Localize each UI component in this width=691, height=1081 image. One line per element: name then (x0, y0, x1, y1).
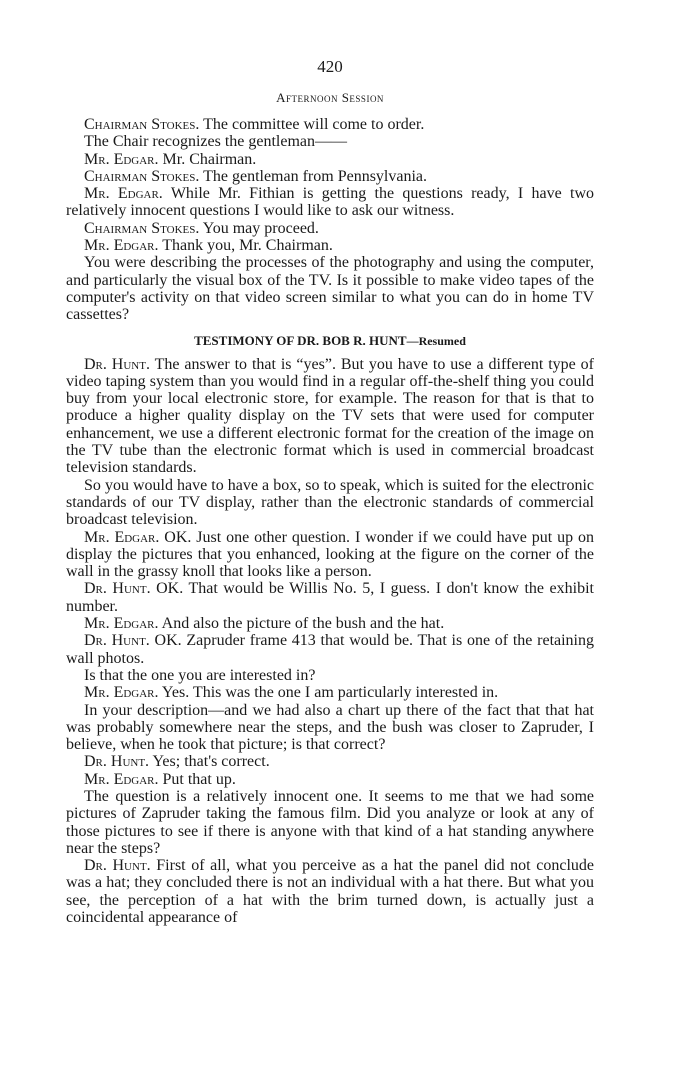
paragraph-text: OK. Zapruder frame 413 that would be. That is one of the retaining wall photos. (66, 632, 595, 667)
transcript-paragraph (66, 185, 594, 220)
transcript-paragraph (66, 133, 594, 150)
page-number: 420 (317, 57, 343, 76)
speaker-name: Dr. Hunt. (84, 753, 150, 771)
transcript-before (66, 116, 594, 324)
transcript-paragraph (66, 580, 594, 615)
transcript-paragraph (66, 151, 594, 168)
document-page (66, 56, 594, 926)
paragraph-text: In your description—and we had also a chart up there of the fact that that hat was probably somewhere near the steps, and the bush was closer to Zapruder, I believe, when he took that picture; is that correct? (66, 701, 594, 754)
transcript-paragraph (66, 220, 594, 237)
paragraph-text: The answer to that is “yes”. But you have to use a different type of video taping system than you would find in a regular off-the-shelf thing you could buy from your local electronic store, for example. The reason for that is that to produce a higher quality display on the TV sets that were used for computer enhancement, we use a different electronic format for the creation of the image on the TV tube than the electronic format which is used in commercial broadcast television standards. (66, 355, 594, 477)
transcript-paragraph (66, 667, 594, 684)
speaker-name: Mr. Edgar. (84, 237, 159, 255)
transcript-after (66, 356, 594, 927)
paragraph-text: While Mr. Fithian is getting the questions ready, I have two relatively innocent questions I would like to ask our witness. (66, 185, 595, 220)
transcript-paragraph (66, 615, 594, 632)
speaker-name: Dr. Hunt. (84, 580, 151, 598)
paragraph-text: So you would have to have a box, so to speak, which is suited for the electronic standards of our TV display, rather than the electronic standards of commercial broadcast television. (66, 476, 594, 529)
transcript-paragraph (66, 356, 594, 477)
testimony-heading-resumed: —Resumed (406, 333, 466, 348)
speaker-name: Chairman Stokes. (84, 219, 200, 237)
speaker-name: Mr. Edgar. (84, 770, 159, 788)
paragraph-text: OK. Just one other question. I wonder if we could have put up on display the pictures that you enhanced, looking at the figure on the corner of the wall in the grassy knoll that looks like a person. (66, 528, 595, 581)
paragraph-text: You were describing the processes of the photography and using the computer, and particularly the visual box of the TV. Is it possible to make video tapes of the computer's activity on that video screen similar to what you can do in home TV cassettes? (66, 254, 594, 324)
paragraph-text: Mr. Chairman. (158, 150, 257, 168)
paragraph-text: And also the picture of the bush and the hat. (158, 615, 445, 633)
paragraph-text: The question is a relatively innocent one. It seems to me that we had some pictures of Zapruder taking the famous film. Did you analyze or look at any of those pictures to see if there is anyone with that kind of a hat standing anywhere near the steps? (66, 787, 594, 857)
transcript-paragraph (66, 168, 594, 185)
transcript-paragraph (66, 529, 594, 581)
speaker-name: Mr. Edgar. (84, 684, 159, 702)
paragraph-text: First of all, what you perceive as a hat the panel did not conclude was a hat; they concluded there is not an individual with a hat there. But what you see, the perception of a hat with the brim turned down, is actually just a coincidental appearance of (66, 857, 594, 927)
transcript-paragraph (66, 632, 594, 667)
paragraph-text: The Chair recognizes the gentleman—— (84, 133, 348, 151)
section-heading: Afternoon Session (276, 90, 384, 105)
testimony-heading (66, 332, 594, 350)
transcript-paragraph (66, 477, 594, 529)
transcript-paragraph (66, 788, 594, 857)
paragraph-text: OK. That would be Willis No. 5, I guess. I don't know the exhibit number. (66, 580, 594, 615)
transcript-paragraph (66, 702, 594, 754)
speaker-name: Dr. Hunt. (84, 857, 151, 875)
speaker-name: Mr. Edgar. (84, 615, 159, 633)
transcript-paragraph (66, 771, 594, 788)
speaker-name: Chairman Stokes. (84, 167, 200, 185)
speaker-name: Mr. Edgar. (84, 185, 163, 203)
paragraph-text: You may proceed. (199, 219, 319, 237)
paragraph-text: Yes; that's correct. (149, 753, 270, 771)
transcript-paragraph (66, 857, 594, 926)
paragraph-text: Yes. This was the one I am particularly interested in. (158, 684, 499, 702)
transcript-paragraph (66, 753, 594, 770)
transcript-paragraph (66, 254, 594, 323)
paragraph-text: The gentleman from Pennsylvania. (199, 167, 428, 185)
transcript-paragraph (66, 684, 594, 701)
speaker-name: Mr. Edgar. (84, 528, 160, 546)
speaker-name: Mr. Edgar. (84, 150, 159, 168)
paragraph-text: The committee will come to order. (199, 116, 425, 133)
paragraph-text: Put that up. (158, 770, 236, 788)
testimony-heading-main: TESTIMONY OF DR. BOB R. HUNT (194, 332, 407, 348)
speaker-name: Dr. Hunt. (84, 355, 150, 373)
transcript-paragraph (66, 237, 594, 254)
paragraph-text: Thank you, Mr. Chairman. (158, 237, 333, 255)
speaker-name: Chairman Stokes. (84, 116, 200, 133)
speaker-name: Dr. Hunt. (84, 632, 150, 650)
paragraph-text: Is that the one you are interested in? (84, 666, 316, 684)
transcript-paragraph (66, 116, 594, 133)
